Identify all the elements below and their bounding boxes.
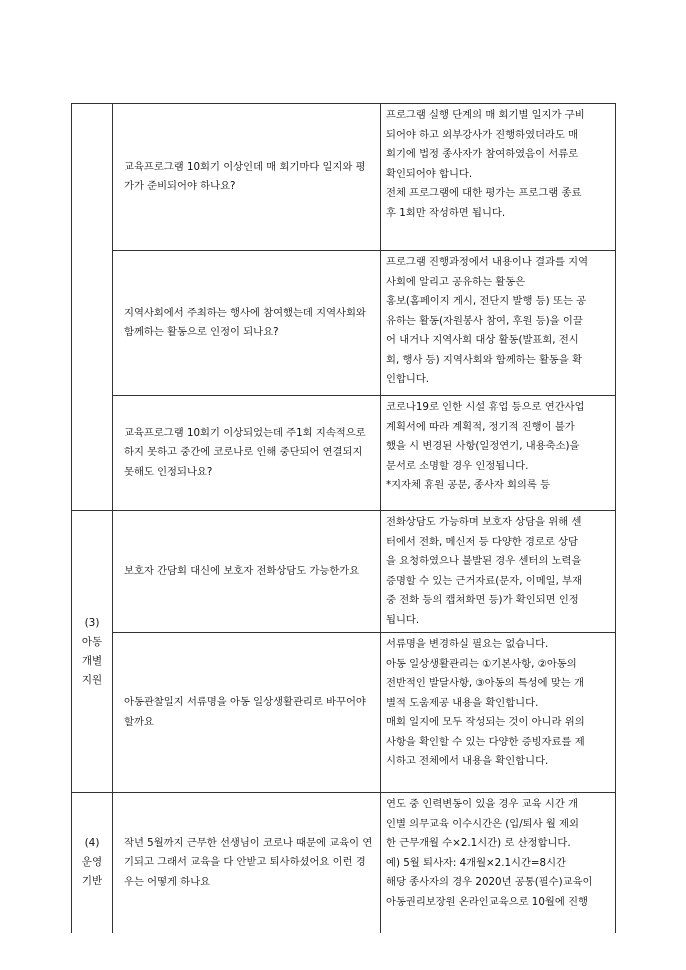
table-row (72, 104, 616, 251)
answer-line: 후 1회만 작성하면 됩니다. (386, 206, 506, 219)
category-label: 아동 (81, 635, 103, 648)
answer-line: 인합니다. (386, 373, 430, 385)
answer-line: 매회 일지에 모두 작성되는 것이 아니라 위의 (386, 716, 585, 728)
category-label: 개별 (81, 654, 103, 667)
answer-line: 해당 종사자의 경우 2020년 공통(필수)교육이 (386, 876, 593, 888)
answer-line: 전체 프로그램에 대한 평가는 프로그램 종료 (386, 187, 582, 199)
answer-line: 되어야 하고 외부강사가 진행하였더라도 매 (386, 128, 579, 141)
answer-line: 한 근무개월 수×2.1시간) 로 산정합니다. (386, 837, 571, 849)
answer-line: 어 내거나 지역사회 대상 활동(발표회, 전시 (386, 334, 579, 346)
category-label: 운영 (81, 856, 103, 869)
category-label: (4) (84, 837, 100, 850)
answer-line: 증명할 수 있는 근거자료(문자, 이메일, 부재 (386, 574, 583, 587)
answer-line: 전반적인 발달사항, ③아동의 특성에 맞는 개 (386, 677, 584, 689)
answer-line: 코로나19로 인한 시설 휴업 등으로 연간사업 (386, 401, 585, 413)
answer-line: 아동 일상생활관리는 ①기본사항, ②아동의 (386, 657, 577, 670)
answer-line: 유하는 활동(자원봉사 참여, 후원 등)을 이끌 (386, 314, 583, 327)
table-row (72, 633, 616, 793)
answer-line: 계획서에 따라 계획적, 정기적 진행이 불가 (386, 420, 575, 433)
answer-line: 확인되어야 합니다. (386, 167, 473, 180)
category-cell (72, 104, 113, 511)
answer-line: 회, 행사 등) 지역사회와 함께하는 활동을 확 (386, 353, 583, 366)
answer-line: 프로그램 진행과정에서 내용이나 결과를 지역 (386, 256, 589, 268)
question-cell: 작년 5월까지 근무한 선생님이 코로나 때문에 교육이 연기되고 그래서 교육을 다 안받고 퇴사하셨어요 이런 경우는 어떻게 하나요 (113, 793, 381, 933)
answer-line: 사항을 확인할 수 있는 다양한 증빙자료를 제 (386, 735, 585, 748)
answer-line: 연도 중 인력변동이 있을 경우 교육 시간 개 (386, 798, 579, 810)
category-label: 지원 (81, 673, 103, 686)
question-cell: 아동관찰일지 서류명을 아동 일상생활관리로 바꾸어야 할까요 (113, 633, 381, 793)
answer-line: *지자체 휴원 공문, 종사자 회의록 등 (386, 479, 551, 491)
question-cell: 교육프로그램 10회기 이상인데 매 회기마다 일지와 평가가 준비되어야 하나요? (113, 104, 381, 251)
answer-line: 아동권리보장원 온라인교육으로 10월에 진행 (386, 895, 588, 908)
table-row (72, 793, 616, 933)
answer-line: 터에서 전화, 메신저 등 다양한 경로로 상담 (386, 535, 579, 548)
answer-line: 회기에 법정 종사자가 참여하였음이 서류로 (386, 148, 579, 160)
answer-line: 인별 의무교육 이수시간은 (입/퇴사 월 제외 (386, 817, 579, 830)
question-cell: 지역사회에서 주최하는 행사에 참여했는데 지역사회와 함께하는 활동으로 인정이 되나요? (113, 251, 381, 396)
answer-line: 별적 도움제공 내용을 확인합니다. (386, 696, 539, 709)
answer-line: 예) 5월 퇴사자: 4개월×2.1시간=8시간 (386, 856, 567, 869)
answer-line: 홍보(홈페이지 게시, 전단지 발행 등) 또는 공 (386, 295, 587, 307)
category-label: (3) (84, 616, 100, 629)
answer-line: 사회에 알리고 공유하는 활동은 (386, 275, 526, 288)
answer-line: 전화상담도 가능하며 보호자 상담을 위해 센 (386, 516, 582, 528)
answer-cell (381, 633, 616, 793)
answer-line: 시하고 전체에서 내용을 확인합니다. (386, 755, 549, 767)
category-cell (72, 511, 113, 793)
answer-cell (381, 396, 616, 511)
table-row (72, 396, 616, 511)
answer-cell (381, 793, 616, 933)
category-cell (72, 793, 113, 933)
answer-line: 문서로 소명할 경우 인정됩니다. (386, 459, 529, 472)
answer-line: 됩니다. (386, 613, 420, 626)
question-cell: 교육프로그램 10회기 이상되었는데 주1회 지속적으로 하지 못하고 중간에 코로나로 인해 중단되어 연결되지 못해도 인정되나요? (113, 396, 381, 511)
answer-line: 프로그램 실행 단계의 매 회기별 일지가 구비 (386, 109, 585, 121)
answer-cell (381, 511, 616, 633)
answer-line: 했을 시 변경된 사항(일정연기, 내용축소)을 (386, 440, 580, 452)
qa-table (71, 103, 616, 933)
answer-line: 서류명을 변경하실 필요는 없습니다. (386, 638, 549, 650)
category-label: 기반 (81, 875, 103, 888)
table-row (72, 511, 616, 633)
answer-cell (381, 251, 616, 396)
answer-cell (381, 104, 616, 251)
answer-line: 을 요청하였으나 불발된 경우 센터의 노력을 (386, 555, 582, 567)
table-row (72, 251, 616, 396)
question-cell: 보호자 간담회 대신에 보호자 전화상담도 가능한가요 (113, 511, 381, 633)
answer-line: 중 전화 등의 캡쳐화면 등)가 확인되면 인정 (386, 594, 579, 606)
